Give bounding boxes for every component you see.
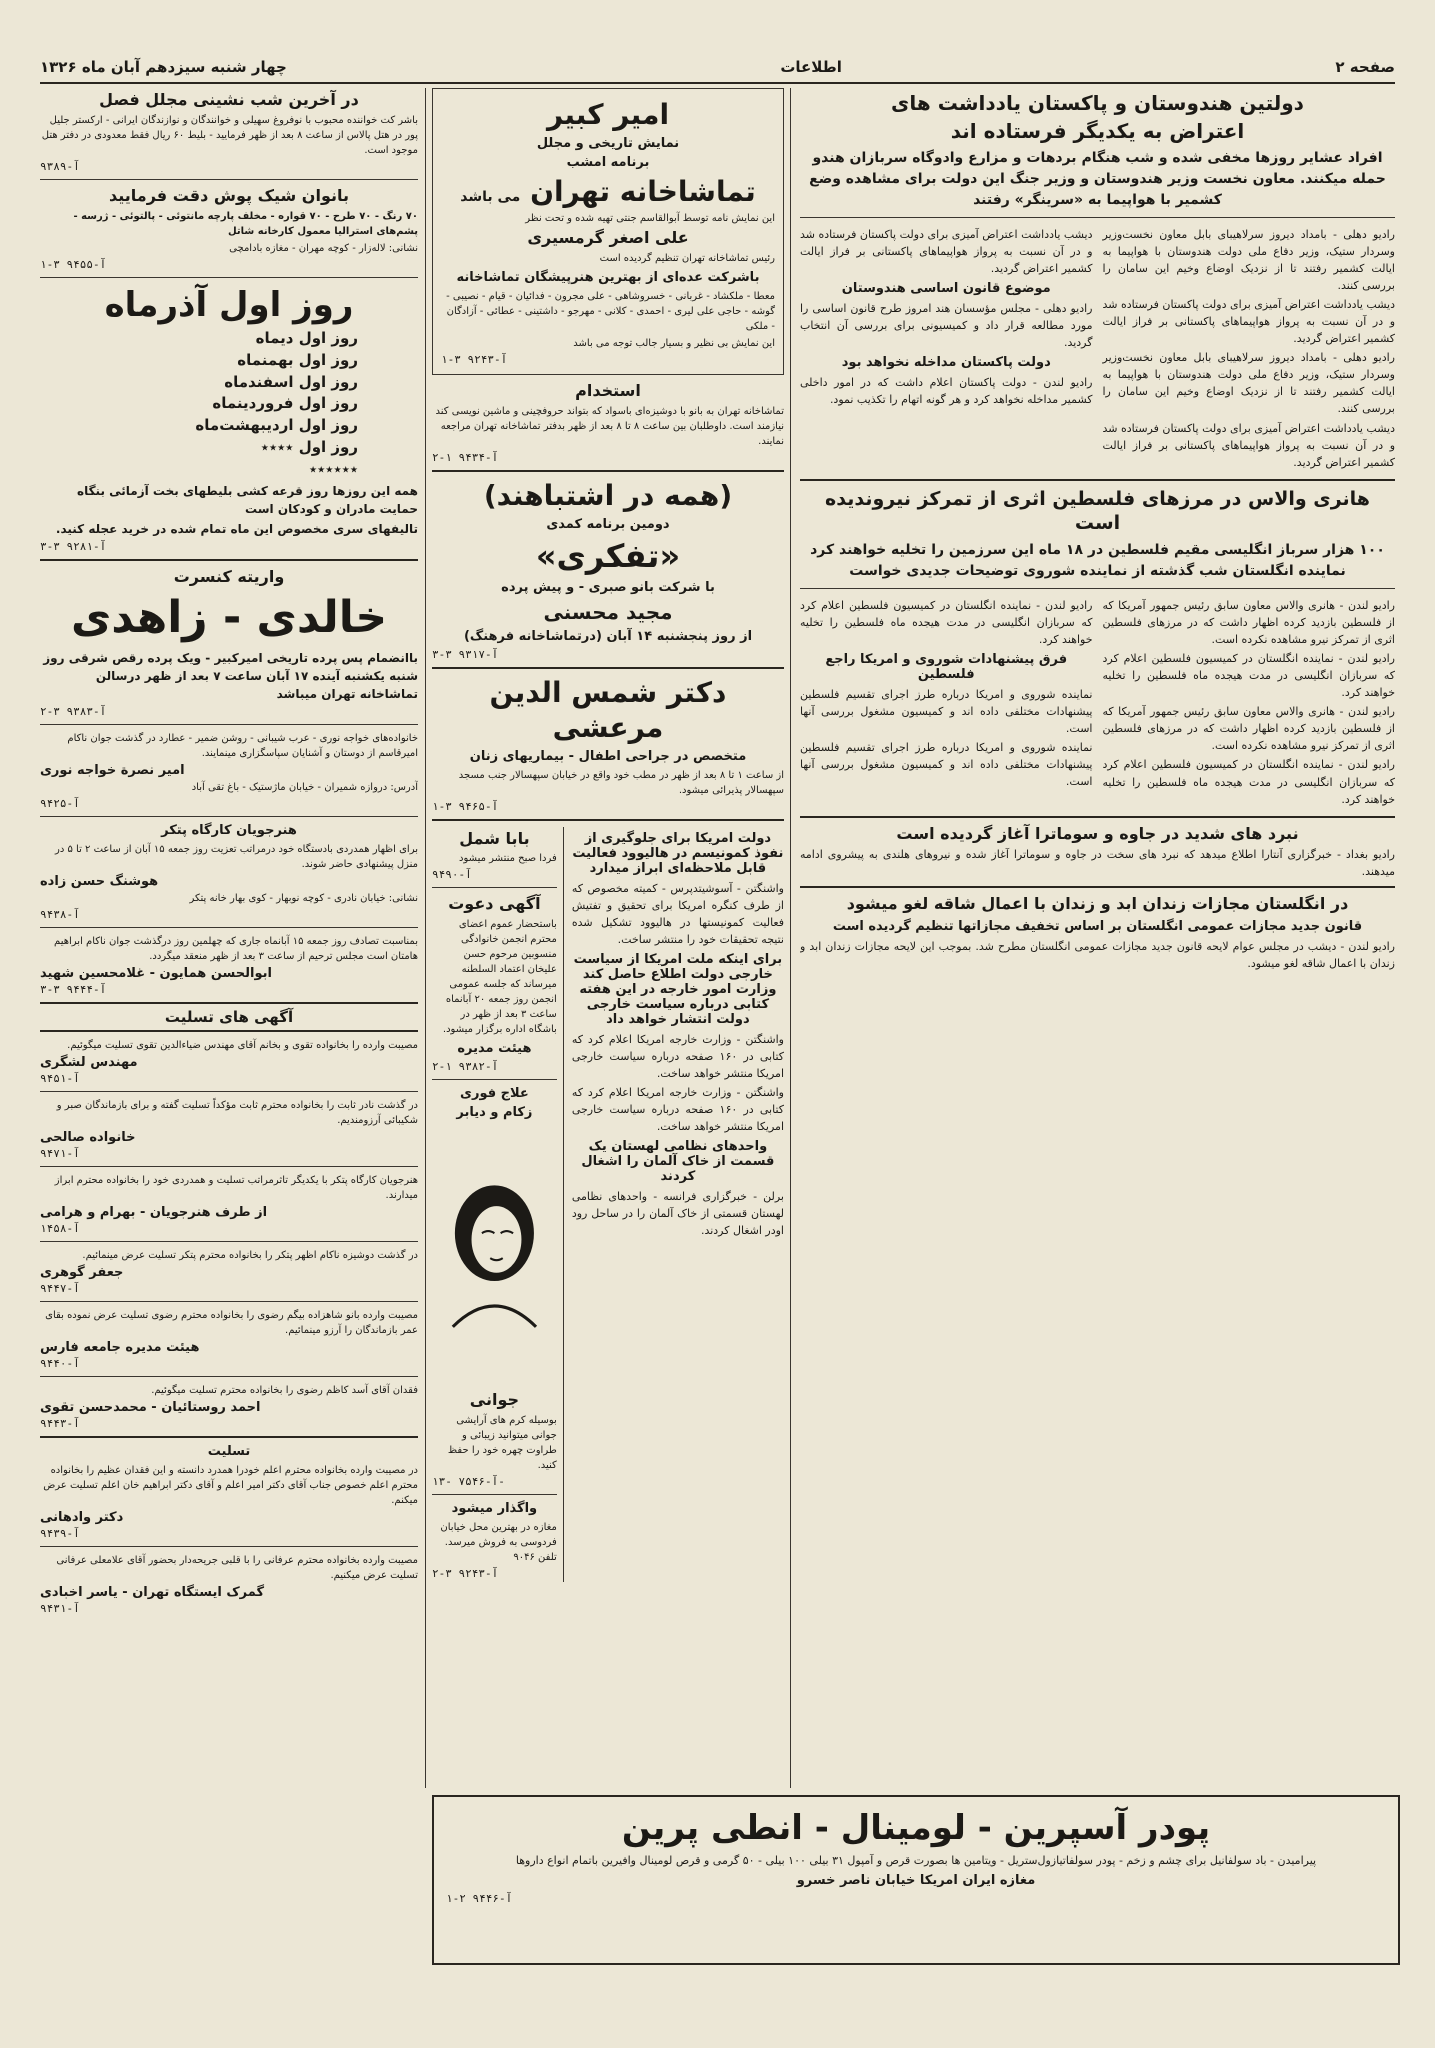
baba-shamal-title: بابا شمل [459,828,530,848]
ad-title: (همه در اشتباهند) [483,478,733,512]
article-text: رادیو لندن - نماینده انگلستان در کمیسیون فلسطین اعلام کرد که سربازان انگلیسی در مدت هیجده ماه فلسطین را تخلیه خواهند کرد. [1102,758,1395,806]
ad-code: آ-۹۴۳۹ [40,1526,80,1540]
paper-name: اطلاعات [780,58,842,76]
ad-title: پودر آسپرین - لومینال - انطی پرین [621,1808,1211,1848]
article-text: دیشب یادداشت اعتراض آمیزی برای دولت پاکستان فرستاده شد و در آن نسبت به پرواز هواپیماهای پاکستانی بر فراز ایالت کشمیر اعتراض گردید. [1102,298,1395,346]
date-item: ٭٭٭٭٭٭ [308,459,358,478]
headline-hollywood: دولت امریکا برای جلوگیری از نفوذ کمونیسم در هالیوود فعالیت قابل ملاحظه‌ای ابراز میدارد [572,830,784,876]
cast-list: معطا - ملکشاد - غربانی - خسروشاهی - علی مجرون - فدائیان - قیام - نصیبی - گوشه - حاجی علی لیری - احمدی - کلانی - مهرجو - داشتینی - عطائی - آزادگان - ملکی [446,290,775,332]
article-text: رادیو لندن - دیشب در مجلس عوام لایحه قانون جدید مجازات عمومی انگلستان مطرح شد. بموجب این لایحه مجازات زندان ابد و زندان با اعمال شاقه لغو میشود. [800,940,1395,971]
headline-poland: واحدهای نظامی لهستان یک قسمت از خاک آلمان را اشغال کردند [581,1139,775,1185]
ad-code: آ-۹۲۴۳ ۳-۱ [441,352,508,366]
ad-date: از روز پنجشنبه ۱۴ آبان (درتماشاخانه فرهنگ) [463,628,753,644]
article-text: واشنگتن - وزارت خارجه امریکا اعلام کرد که کتابی در ۱۶۰ صفحه درباره سیاست خارجی امریکا منتشر خواهد ساخت. [571,1032,784,1080]
article-text: واشنگتن - وزارت خارجه امریکا اعلام کرد که کتابی در ۱۶۰ صفحه درباره سیاست خارجی امریکا منتشر خواهد ساخت. [571,1085,784,1134]
thanks-ad [40,731,418,810]
condolence-text: مصیبت وارده را بخانواده تقوی و بخانم آقای مهندس ضیاءالدین تقوی تسلیت میگوئیم. [67,1039,418,1051]
article-text: رادیو لندن - نماینده انگلستان در کمیسیون فلسطین اعلام کرد که سربازان انگلیسی در مدت هیجده ماه فلسطین را تخلیه خواهند کرد. [1102,652,1395,700]
beauty-title-2: زکام و دیابر [456,1105,533,1121]
kashmir-col-b [800,224,1093,473]
article-text: نماینده شوروی و امریکا درباره طرز اجرای تقسیم فلسطین پیشنهادات مختلفی داده اند و کمیسیون مشغول بررسی آنها است. [800,688,1093,736]
condolence-text: در گذشت نادر ثابت را بخانواده محترم ثابت مؤکداً تسلیت گفته و برای بازماندگان صبر و شکیبائی آرزومندیم. [56,1099,418,1126]
lead-kashmir: افراد عشایر روزها مخفی شده و شب هنگام بردهات و مزارع وادوگاه سربازان هندو حمله میکنند. معاون نخست وزیر هندوستان و وزیر جنگ این دولت برای مشاهده وضع کشمیر با هواپیما به «سرینگر» رفتند [809,150,1386,208]
comedy-ad [432,478,784,661]
invite-board: هیئت مدیره [457,1041,532,1057]
article-text: رادیو دهلی - بامداد دیروز سرلاهیبای بابل معاون نخست‌وزیر وسردار ستیک، وزیر دفاع ملی دولت هندوستان با هواپیما به ایالت کشمیر رفتند تا از نزدیک اوضاع وخیم این سامان را بررسی کنند. [1102,228,1395,293]
ad-code: آ-۹۲۸۱ ۳-۳ [40,540,107,554]
left-column [40,88,418,2048]
invite-title: آگهی دعوت [448,894,541,914]
ad-text: مصیبت وارده بخانواده محترم عرفانی را با قلبی جریحه‌دار بحضور آقای علامعلی عرفانی تسلیت عرض میکنیم. [56,1554,418,1581]
ad-note: این نمایش بی نظیر و بسیار جالب توجه می باشد [573,337,775,349]
ad-address: نشانی: خیابان نادری - کوچه نوبهار - کوی بهار خانه پتکر [189,892,418,904]
date-item: روز اول اسفندماه [224,372,358,391]
column-rule [790,88,791,1788]
doctor-specialty: متخصص در جراحی اطفال - بیماریهای زنان [469,748,747,764]
article-text: رادیو لندن - هانری والاس معاون سابق رئیس جمهور آمریکا که از فلسطین بازدید کرده اظهار داشت که در مرزهای فلسطین اثری از تمرکز نیرو مشاهده نکرده است. [1102,705,1395,753]
ad-title: تسلیت [207,1443,251,1459]
ad-text: فردا صبح منتشر میشود [459,853,557,865]
ad-text: این نمایش نامه توسط آبوالقاسم جنتی تهیه شده و تحت نظر [525,213,775,224]
ad-tonight: برنامه امشب [566,155,650,170]
middle-lower [432,827,784,1582]
ad-text: بمناسبت تصادف روز جمعه ۱۵ آبانماه جاری که چهلمین روز درگذشت جوان ناکام ابراهیم هامتان است مجلس ترحیم از ساعت ۳ بعد از ظهر منعقد میگردد. [54,935,418,962]
ad-title: استخدام [575,380,641,400]
right-column [800,88,1395,1788]
ad-subtitle: نمایش تاریخی و مجلل [536,136,680,151]
ad-signature: گمرک ایستگاه تهران - یاسر اخبادی [40,1584,265,1600]
ad-text: از ساعت ۱ تا ۸ بعد از ظهر در مطب خود واقع در خیابان سپهسالار جنب مسجد سپهسالار پذیرائی میشود. [458,769,784,796]
performer-names: خالدی - زاهدی [70,592,388,644]
ad-text: همه این روزها روز قرعه کشی بلیطهای بخت آزمائی بنگاه حمایت مادران و کودکان است [76,484,418,517]
ad-subtitle: دومین برنامه کمدی [546,516,670,532]
azar-lottery-ad [40,284,418,554]
condolence-signature: هیئت مدیره جامعه فارس [40,1339,200,1355]
palestine-col-a [1103,595,1396,810]
theater-name: تماشاخانه تهران می باشد [460,175,756,208]
article-text: واشنگتن - آسوشیتدپرس - کمیته مخصوص که از طرف کنگره امریکا برای تحقیق و تفتیش فعالیت کمونیستها در هالیوود تشکیل شده نتیجه تحقیقات خود را منتشر ساخت. [571,881,784,946]
ad-code: آ-۹۴۳۴ ۱-۲ [432,450,499,464]
ad-signature: هوشنگ حسن زاده [40,873,159,889]
condolence-text: فقدان آقای آسد کاظم رضوی را بخانواده محترم تسلیت میگوئیم. [151,1384,418,1396]
ad-code: آ-۹۴۵۵ ۳-۱ [40,257,107,271]
condolence-item [40,1173,418,1235]
column-rule [425,88,426,1788]
transfer-title: واگذار میشود [451,1500,538,1516]
headline-wallace: هانری والاس در مرزهای فلسطین اثری از تمرکز نیروندیده است [825,487,1370,535]
headline-java: نبرد های شدید در جاوه و سوماترا آغاز گردیده است [896,823,1299,843]
ad-address: نشانی: لاله‌زار - کوچه مهران - مغازه بادامچی [229,242,418,254]
condolence-item [40,1038,418,1085]
condolence-text: مصیبت وارده بانو شاهزاده بیگم رضوی را بخانواده محترم رضوی تسلیت عرض نموده بقای عمر بازماندگان را آرزو مینمائیم. [45,1309,418,1336]
ad-code: آ-۹۳۱۷ ۳-۳ [432,647,499,661]
date-item: روز اول بهمنماه [237,350,358,369]
ad-title: امیر کبیر [546,98,670,131]
palestine-columns [800,595,1395,810]
headline-foreign-policy: برای اینکه ملت امریکا از سیاست خارجی دولت اطلاع حاصل کند وزارت امور خارجه در این هفته کتابی درباره سیاست خارجی دولت انتشار خواهد داد [573,951,783,1027]
subhead-pakistan: دولت پاکستان مداخله نخواهد بود [841,355,1051,371]
ad-code: آ-۹۴۳۸ [40,907,80,921]
ad-code: آ-۹۴۳۱ [40,1601,80,1615]
ad-code: آ-۱۴۵۸ [40,1221,80,1235]
article-text: دیشب یادداشت اعتراض آمیزی برای دولت پاکستان فرستاده شد و در آن نسبت به پرواز هواپیماهای پاکستانی بر فراز ایالت کشمیر اعتراض گردید. [1102,421,1395,469]
doctor-ad [432,675,784,813]
subhead-constitution: موضوع قانون اساسی هندوستان [841,281,1051,297]
ad-text: خانواده‌های خواجه نوری - عرب شیبانی - روشن ضمیر - عطارد در گذشت جوان ناکام امیرقاسم از دوستان و آشنایان سپاسگزاری مینمایند. [67,732,418,759]
ad-code: آ-۹۴۴۴ ۳-۳ [40,982,107,996]
us-news [572,827,784,1582]
headline-india-pakistan: دولتین هندوستان و پاکستان یادداشت های [891,91,1304,115]
concert-ad [40,567,418,718]
article-text: رادیو لندن - دولت پاکستان اعلام داشت که در امور داخلی کشمیر مداخله نخواهد کرد و هر گونه اتهام را تکذیب نمود. [800,376,1093,407]
masthead [40,52,1395,84]
ad-text: در مصیبت وارده بخانواده محترم اعلم خودرا همدرد دانسته و این فقدان عظیم را بخانواده محترم اعلم خصوص جناب آقای دکتر امیر اعلم و آقای دکتر ابراهیم خان اعلم تسلیت عرض میکنم. [43,1464,418,1506]
ad-title: واریته کنسرت [173,567,285,587]
ad-text: مغازه در بهترین محل خیابان فردوسی به فروش میرسد. تلفن ۹۰۴۶ [440,1521,557,1563]
condolence-text: هنرجویان کارگاه پتکر با یکدیگر تاثرمراتب تسلیت و همدردی خود را بخانواده محترم ابراز میدارند. [54,1174,418,1201]
kashmir-col-a [1103,224,1396,473]
beauty-title: علاج فوری [460,1086,529,1102]
ad-code: آ-۹۴۷۱ [40,1146,80,1160]
ad-code: آ-۹۴۴۳ [40,1416,80,1430]
page-label: صفحه ۲ [1335,58,1395,76]
ad-signature: ابوالحسن همایون - غلامحسین شهید [40,965,272,981]
ad-code: آ-۹۴۶۵ ۳-۱ [432,799,499,813]
condolence-item [40,1248,418,1295]
ad-text: برای اظهار همدردی بادستگاه خود درمراتب تعزیت روز جمعه ۱۵ آبان از ساعت ۲ تا ۵ در منزل پیشنهادی حاضر شوند. [55,843,418,870]
ad-code: آ-۷۵۴۶ -۱۳- [432,1474,505,1488]
condolence-text: در گذشت دوشیزه ناکام اظهر پتکر را بخانواده محترم پتکر تسلیت عرض مینمائیم. [82,1249,418,1261]
memorial-ad [40,934,418,996]
ad-title: روز اول آذرماه [104,284,354,325]
director-name: علی اصغر گرمسیری [527,228,689,247]
ad-code: آ-۹۳۸۹ [40,159,80,173]
article-text: رادیو دهلی - مجلس مؤسسان هند امروز طرح قانون اساسی را مورد مطالعه قرار داد و کمیسیونی برای بررسی آن انتخاب گردید. [800,302,1093,350]
beauty-brand: جوانی [469,1390,520,1410]
pharmacy-ad [432,1795,1400,1965]
article-text: رادیو دهلی - بامداد دیروز سرلاهیبای بابل معاون نخست‌وزیر وسردار ستیک، وزیر دفاع ملی دولت هندوستان با هواپیما به ایالت کشمیر رفتند تا از نزدیک اوضاع وخیم این سامان را بررسی کنند. [1102,351,1395,416]
ad-code: آ-۹۴۹۰ [432,868,472,882]
ad-text: باشر کت خواننده محبوب با نوفروغ سهیلی و خوانندگان و نوازندگان ایرانی - ارکستر جلیل پور در هتل پالاس از ساعت ۸ بعد از ظهر فرمایید - بلیط ۶۰ ریال فقط معدودی در دفتر هتل موجود است. [41,114,418,156]
party-ad [40,90,418,173]
ad-code: آ-۹۴۴۷ [40,1281,80,1295]
article-text: دیشب یادداشت اعتراض آمیزی برای دولت پاکستان فرستاده شد و در آن نسبت به پرواز هواپیماهای پاکستانی بر فراز ایالت کشمیر اعتراض گردید. [800,228,1093,276]
ad-text: تالیفهای سری مخصوص این ماه تمام شده در خرید عجله کنید. [55,522,418,537]
ad-text: بوسیله کرم های آرایشی جوانی میتوانید زیبائی و طراوت چهره خود را حفظ کنید. [447,1414,557,1471]
ad-code: آ-۹۴۴۶ ۲-۱ [446,1891,513,1905]
ad-text: باانضمام پس پرده تاریخی امیرکبیر - ویک پرده رقص شرقی روز شنبه یکشنبه آینده ۱۷ آبان ساعت ۷ بعد از ظهر درسالن تماشاخانه تهران میباشد [43,650,418,701]
date-item: روز اول فروردینماه [212,394,358,413]
show-name: «تفکری» [535,536,681,575]
workshop-ad [40,823,418,921]
ad-code: آ-۹۳۸۲ ۱-۲ [432,1060,499,1074]
headline-england-law: در انگلستان مجازات زندان ابد و زندان با اعمال شاقه لغو میشود [846,894,1349,914]
ad-signature: دکتر وادهانی [40,1509,124,1525]
condolence-item [40,1383,418,1430]
headline-india-pakistan-2: اعتراض به یکدیگر فرستاده اند [950,119,1245,143]
condolence-signature: از طرف هنرجویان - بهرام و هرامی [40,1204,268,1220]
ad-code: آ-۹۴۲۵ [40,796,80,810]
ad-with: با شرکت بانو صبری - و پیش پرده [501,579,715,595]
date-item: روز اول ٭٭٭٭ [260,437,358,456]
ladies-ad [40,186,418,271]
ad-text: باستحضار عموم اعضای محترم انجمن خانوادگی منسوبین مرحوم حسن علیخان اعتماد السلطنه میرساند که جلسه عمومی انجمن روز جمعه ۲۰ آبانماه ساعت ۳ بعد از ظهر در باشگاه اداره برگزار میشود. [442,919,557,1036]
ad-address: آدرس: دروازه شمیران - خیابان ماژستیک - باغ تقی آباد [191,781,418,793]
ad-title: بانوان شیک پوش دقت فرمایید [109,185,349,205]
date-item: روز اول اردیبهشت‌ماه [195,416,358,435]
cast-intro: باشرکت عده‌ای از بهترین هنرپیشگان تماشاخانه [456,269,760,285]
condolence-item [40,1098,418,1160]
subhead-soviet-us: فرق پیشنهادات شوروی و امریکا راجع فلسطین [825,652,1068,683]
date-item: روز اول دیماه [255,329,358,348]
condolence-signature: احمد روستائیان - محمدحسن تقوی [40,1399,261,1415]
kashmir-columns [800,224,1395,473]
doctor-name: دکتر شمس الدین مرعشی [489,675,727,744]
article-text: رادیو لندن - نماینده انگلستان در کمیسیون فلسطین اعلام کرد که سربازان انگلیسی در مدت هیجده ماه فلسطین را تخلیه خواهند کرد. [800,599,1093,647]
article-text: برلن - خبرگزاری فرانسه - واحدهای نظامی لهستان قسمتی از خاک آلمان را در ساحل رود اودر اشغال کردند. [571,1190,784,1238]
lead-palestine: ۱۰۰ هزار سرباز انگلیسی مقیم فلسطین در ۱۸ ماه این سرزمین را تخلیه خواهند کرد نماینده انگلستان شب گذشته از نماینده شوروی توضیحات جدیدی خواست [810,542,1385,580]
guest-name: مجید محسنی [543,599,673,624]
article-text: رادیو لندن - هانری والاس معاون سابق رئیس جمهور آمریکا که از فلسطین بازدید کرده اظهار داشت که در مرزهای فلسطین اثری از تمرکز نیرو مشاهده نکرده است. [1102,599,1395,647]
ad-signature: امیر نصرة خواجه نوری [40,762,185,778]
condolence-item [40,1308,418,1370]
date-list [40,328,418,480]
woman-portrait-illustration [432,1124,557,1384]
ad-code: آ-۹۳۸۳ ۳-۲ [40,704,107,718]
condolence-signature: مهندس لشگری [40,1054,138,1070]
condolence-header: آگهی های تسلیت [40,1002,418,1032]
ad-text: تماشاخانه تهران به بانو با دوشیزه‌ای باسواد که بتواند حروفچینی و ماشین نویسی کند نیازمند است. داوطلبان بین ساعت ۸ تا ۸ بعد از ظهر بدفتر تماشاخانه تهران مراجعه نمایند. [435,405,784,447]
ad-code: آ-۹۴۵۱ [40,1071,80,1085]
customs-ad [40,1553,418,1615]
ad-code: آ-۹۲۴۳ ۳-۲ [432,1566,499,1580]
article-text: رادیو بغداد - خبرگزاری آنتارا اطلاع میدهد که نبرد های سخت در جاوه و سوماترا آغاز شده و نیروهای هلندی به پیشروی ادامه میدهند. [800,848,1395,879]
hire-ad [432,381,784,464]
article-text: نماینده شوروی و امریکا درباره طرز اجرای تقسیم فلسطین پیشنهادات مختلفی داده اند و کمیسیون مشغول بررسی آنها است. [800,741,1093,789]
middle-column [432,88,784,1788]
amir-kabir-ad [432,88,784,375]
ad-address: مغازه ایران امریکا خیابان ناصر خسرو [796,1872,1036,1888]
palestine-col-b [800,595,1093,810]
lead-england-law: قانون جدید مجازات عمومی انگلستان بر اساس تخفیف مجازاتها تنظیم گردیده است [832,919,1363,935]
final-condolence [40,1444,418,1540]
ad-code: آ-۹۴۴۰ [40,1356,80,1370]
ad-text: ۷۰ رنگ - ۷۰ طرح - ۷۰ قواره - مخلف پارچه مانتوئی - پالتوئی - ژرسه - پشم‌های استرالیا معمول کارخانه شاتل [73,210,418,237]
ad-title: هنرجویان کارگاه پتکر [161,822,297,838]
condolence-signature: جعفر گوهری [40,1264,124,1280]
issue-date: چهار شنبه سیزدهم آبان ماه ۱۳۲۶ [40,58,287,76]
ad-text: پیرامیدن - باد سولفانیل برای چشم و زخم - پودر سولفاتیازول‌ستریل - ویتامین ها بصورت قرص و آمپول ۳۱ بیلی ۱۰۰ بیلی - ۵۰ گرمی و قرص لومینال وافیرین باتمام انواع داروها [515,1853,1317,1867]
ad-text: رئیس تماشاخانه تهران تنظیم گردیده است [599,252,775,264]
condolence-signature: خانواده صالحی [40,1129,136,1145]
middle-side-ads [432,827,564,1582]
ad-title: در آخرین شب نشینی مجلل فصل [99,90,359,109]
